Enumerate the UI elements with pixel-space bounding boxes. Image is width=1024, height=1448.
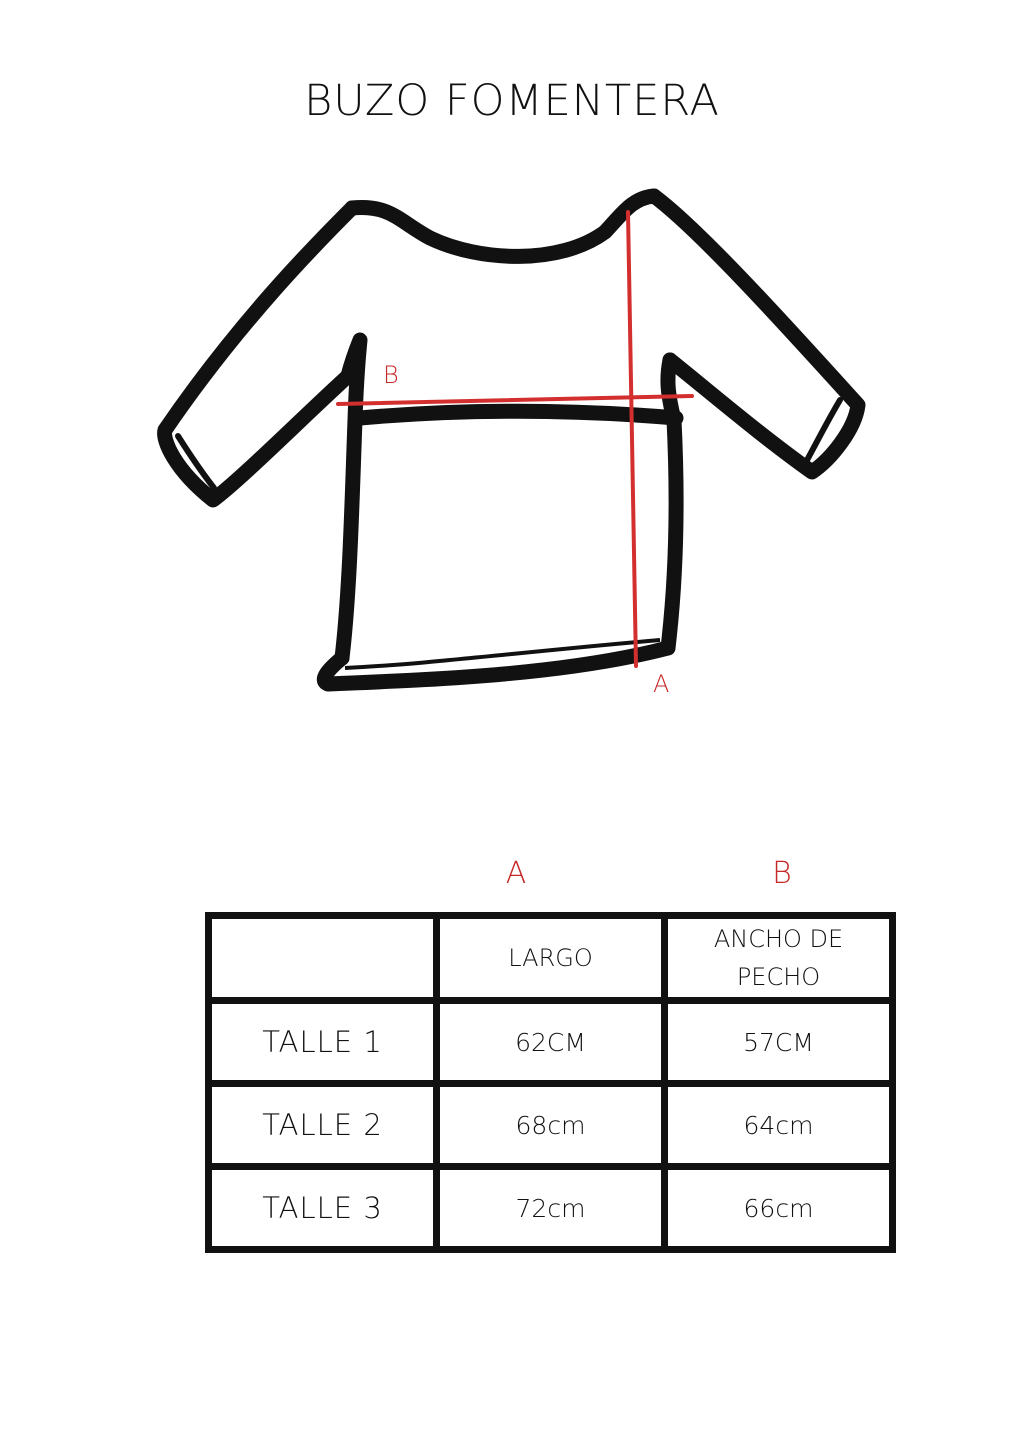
table-row (209, 1084, 893, 1167)
header-largo: LARGO (437, 916, 665, 1001)
value-ancho: 57CM (665, 1001, 893, 1084)
page-title: BUZO FOMENTERA (304, 76, 720, 126)
table-row (209, 1167, 893, 1250)
measure-line-b (338, 396, 692, 404)
header-empty-cell (209, 916, 437, 1001)
header-ancho-de-pecho-label: ANCHO DE PECHO (713, 925, 844, 991)
marker-b: B (383, 361, 399, 389)
value-ancho: 64cm (665, 1084, 893, 1167)
right-sleeve (654, 196, 858, 472)
size-table (205, 912, 896, 1253)
value-ancho: 66cm (665, 1167, 893, 1250)
sweater-diagram (150, 180, 880, 720)
neckline (352, 196, 654, 256)
column-letter-b: B (772, 856, 792, 891)
marker-a: A (653, 670, 670, 698)
row-label: TALLE 3 (209, 1167, 437, 1250)
underarm-band (360, 411, 676, 418)
table-header-row (209, 916, 893, 1001)
right-side (668, 360, 676, 648)
value-largo: 68cm (437, 1084, 665, 1167)
value-largo: 62CM (437, 1001, 665, 1084)
column-letter-a: A (505, 856, 527, 891)
sweater-outline (165, 196, 858, 684)
table-row (209, 1001, 893, 1084)
value-largo: 72cm (437, 1167, 665, 1250)
measure-lines (338, 212, 692, 666)
row-label: TALLE 2 (209, 1084, 437, 1167)
measure-line-a (628, 212, 636, 666)
row-label: TALLE 1 (209, 1001, 437, 1084)
header-ancho-de-pecho (665, 916, 893, 1001)
